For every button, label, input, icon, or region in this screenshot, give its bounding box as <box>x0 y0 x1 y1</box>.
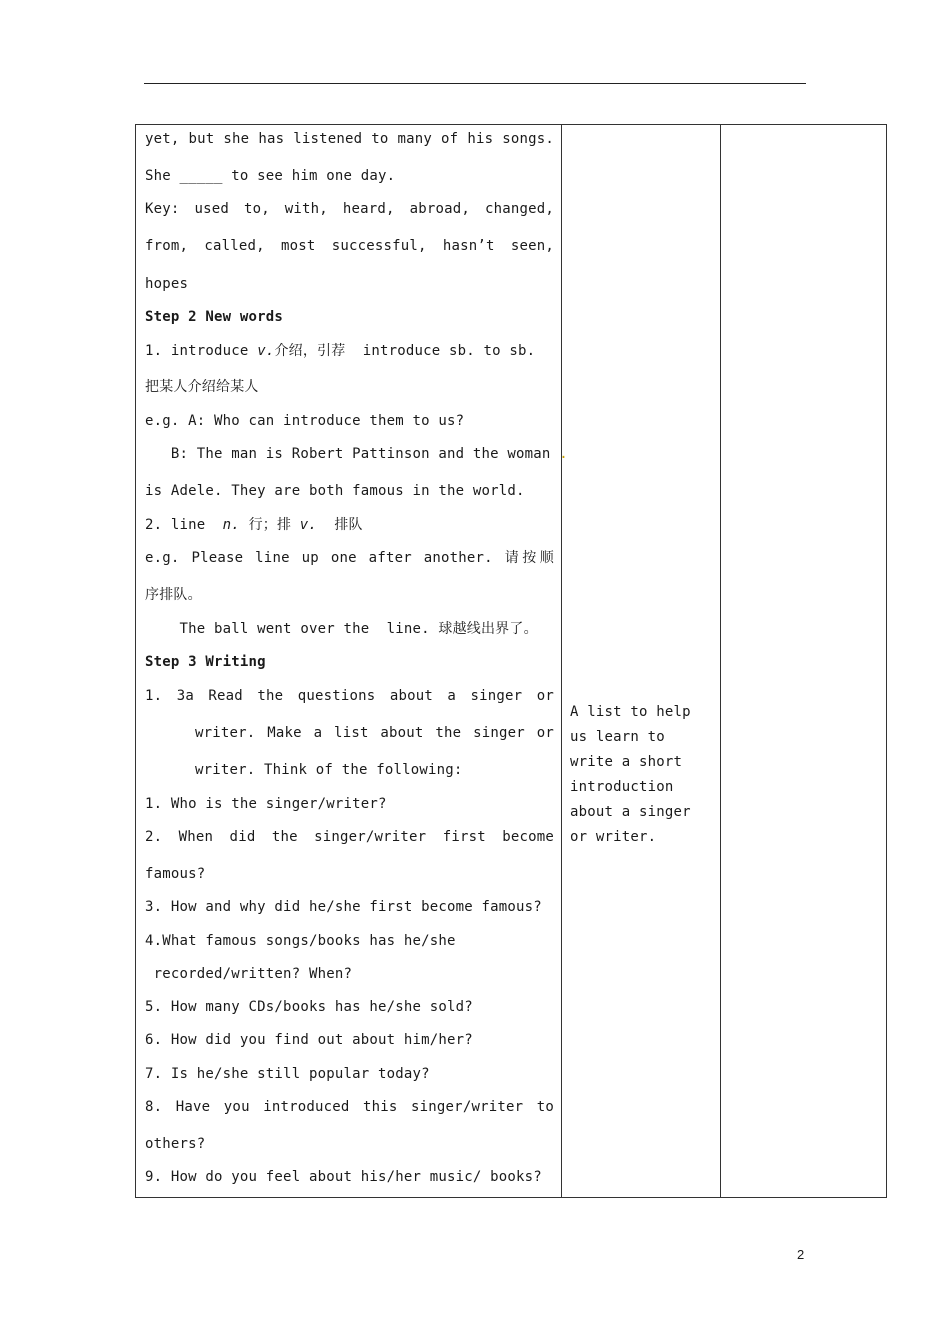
word2-pos-verb: v. <box>299 517 318 533</box>
word1-example: e.g. A: Who can introduce them to us? <box>145 413 465 429</box>
word2-example: e.g. Please line up one after another. 请按顺 <box>145 550 554 566</box>
word2-term: 2. line <box>145 517 223 533</box>
word2-definition <box>145 515 554 535</box>
word2-meaning-noun: 行；排 <box>239 517 300 533</box>
word2-example: The ball went over the line. 球越线出界了。 <box>145 621 538 637</box>
answer-key-line: Key: used to, with, heard, abroad, changed, <box>145 201 554 217</box>
purpose-note-column <box>570 700 720 850</box>
purpose-note-line: write a short <box>570 754 683 770</box>
column-divider-1 <box>561 125 562 1197</box>
column-divider-2 <box>720 125 721 1197</box>
question-item: 3. How and why did he/she first become famous? <box>145 899 542 915</box>
word2-example: 序排队。 <box>145 587 202 603</box>
word1-pos: v. <box>257 343 275 359</box>
question-item: 4.What famous songs/books has he/she <box>145 933 456 949</box>
word1-meaning: 介绍，引荐 introduce sb. to sb. <box>274 343 536 359</box>
question-item: recorded/written? When? <box>145 966 353 982</box>
word1-example <box>145 444 568 464</box>
purpose-note-line: introduction <box>570 779 674 795</box>
word1-definition <box>145 341 554 361</box>
word1-chinese: 把某人介绍给某人 <box>145 379 259 395</box>
word1-example: is Adele. They are both famous in the world. <box>145 483 525 499</box>
question-item: 2. When did the singer/writer first become <box>145 829 554 845</box>
question-item: 5. How many CDs/books has he/she sold? <box>145 999 473 1015</box>
purpose-note-line: us learn to <box>570 729 665 745</box>
edit-mark: . <box>559 446 568 462</box>
word1-example-text: B: The man is Robert Pattinson and the woman <box>145 446 551 462</box>
writing-task-line: writer. Think of the following: <box>195 762 463 778</box>
page-number: 2 <box>797 1247 805 1262</box>
header-rule <box>144 83 806 84</box>
word2-meaning-verb: 排队 <box>317 517 363 533</box>
purpose-note-line: A list to help <box>570 704 691 720</box>
exercise-line: yet, but she has listened to many of his songs. <box>145 131 554 147</box>
question-item: 7. Is he/she still popular today? <box>145 1066 430 1082</box>
word2-pos-noun: n. <box>222 517 240 533</box>
purpose-note-line: about a singer <box>570 804 691 820</box>
answer-key-line: from, called, most successful, hasn’t seen, <box>145 238 554 254</box>
exercise-line: She _____ to see him one day. <box>145 168 396 184</box>
question-item: 1. Who is the singer/writer? <box>145 796 387 812</box>
word1-term: 1. introduce <box>145 343 258 359</box>
question-item: 8. Have you introduced this singer/writer to <box>145 1099 554 1115</box>
answer-key-line: hopes <box>145 276 189 292</box>
question-item: 9. How do you feel about his/her music/ books? <box>145 1169 542 1185</box>
step2-heading: Step 2 New words <box>145 309 284 325</box>
question-item: 6. How did you find out about him/her? <box>145 1032 473 1048</box>
question-item: others? <box>145 1136 206 1152</box>
step3-heading: Step 3 Writing <box>145 654 266 670</box>
writing-task-line: 1. 3a Read the questions about a singer or <box>145 688 554 704</box>
lesson-table <box>135 124 887 1198</box>
writing-task-line: writer. Make a list about the singer or <box>195 725 554 741</box>
purpose-note-line: or writer. <box>570 829 657 845</box>
question-item: famous? <box>145 866 206 882</box>
